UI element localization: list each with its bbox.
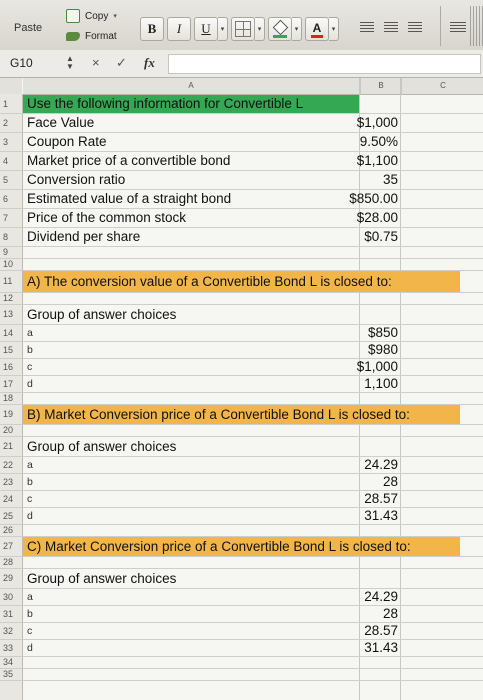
cell-b[interactable]: 24.29	[364, 457, 398, 472]
cell-b[interactable]: 28	[382, 474, 398, 489]
cell-b[interactable]: $1,000	[356, 115, 398, 130]
row-number[interactable]: 35	[3, 669, 14, 679]
name-box[interactable]: G10	[10, 56, 33, 70]
cell-a[interactable]: c	[27, 625, 33, 637]
cell-a[interactable]: Face Value	[27, 115, 95, 130]
sheet-row	[0, 114, 483, 133]
row-number[interactable]: 7	[3, 213, 9, 223]
sheet-row	[0, 425, 483, 437]
row-number[interactable]: 1	[3, 99, 9, 109]
cell-a[interactable]: c	[27, 361, 33, 373]
cell-b[interactable]: 35	[382, 172, 398, 187]
format-label: Format	[85, 31, 117, 42]
sheet-row	[0, 623, 483, 640]
toolbar-divider	[440, 6, 441, 46]
fill-bucket-icon	[273, 22, 287, 36]
font-color-button[interactable]	[305, 17, 329, 41]
cell-a[interactable]: d	[27, 510, 33, 522]
fill-color-button[interactable]	[268, 17, 292, 41]
cell-a[interactable]: a	[27, 591, 33, 603]
cell-b[interactable]: $1,000	[356, 359, 398, 374]
cell-a[interactable]: d	[27, 642, 33, 654]
row-number[interactable]: 15	[3, 345, 14, 355]
sheet-row	[0, 640, 483, 657]
font-color-dropdown[interactable]: ▾	[329, 17, 339, 41]
sheet-row	[0, 525, 483, 537]
cell-b[interactable]: 1,100	[364, 376, 398, 391]
format-painter-icon	[66, 32, 80, 41]
sheet-row	[0, 305, 483, 325]
row-number[interactable]: 12	[3, 293, 14, 303]
chevron-down-icon[interactable]: ▾	[113, 13, 117, 20]
copy-button[interactable]	[66, 9, 117, 23]
sheet-row	[0, 376, 483, 393]
cell-a[interactable]: Use the following information for Convertible L	[27, 96, 304, 111]
row-number[interactable]: 21	[3, 441, 14, 451]
italic-button[interactable]: I	[167, 17, 191, 41]
formula-input[interactable]	[168, 54, 481, 74]
sheet-row	[0, 393, 483, 405]
cell-a[interactable]: a	[27, 459, 33, 471]
align-center-icon[interactable]	[384, 22, 398, 34]
column-header-a[interactable]: A	[23, 78, 359, 95]
cell-b[interactable]: $28.00	[356, 210, 398, 225]
cell-a[interactable]: Group of answer choices	[27, 571, 177, 586]
sheet-row	[0, 247, 483, 259]
font-format-group	[140, 17, 339, 41]
row-number[interactable]: 29	[3, 573, 14, 583]
row-number[interactable]: 9	[3, 247, 9, 257]
row-number[interactable]: 10	[3, 259, 14, 269]
insert-function-button[interactable]: fx	[144, 55, 155, 70]
row-number[interactable]: 11	[3, 276, 13, 286]
copy-label: Copy	[85, 10, 109, 22]
cell-b[interactable]: 9.50%	[359, 134, 398, 149]
row-number[interactable]: 27	[3, 541, 14, 551]
formula-bar	[0, 50, 483, 78]
sheet-row	[0, 657, 483, 669]
sheet-row	[0, 259, 483, 271]
cell-a[interactable]: A) The conversion value of a Convertible Bond L is closed to:	[27, 274, 392, 289]
sheet-row	[0, 342, 483, 359]
ribbon-toolbar	[0, 0, 483, 51]
cell-a[interactable]: b	[27, 476, 33, 488]
sheet-row	[0, 359, 483, 376]
sheet-row	[0, 491, 483, 508]
copy-icon	[66, 9, 80, 23]
cell-a[interactable]: Group of answer choices	[27, 439, 177, 454]
cell-a[interactable]: a	[27, 327, 33, 339]
fill-color-dropdown[interactable]: ▾	[292, 17, 302, 41]
sheet-row	[0, 133, 483, 152]
sheet-row	[0, 557, 483, 569]
cell-a[interactable]: Coupon Rate	[27, 134, 107, 149]
sheet-row	[0, 669, 483, 681]
underline-dropdown[interactable]: ▾	[218, 17, 228, 41]
cell-a[interactable]: c	[27, 493, 33, 505]
sheet-row	[0, 325, 483, 342]
row-number[interactable]: 14	[3, 328, 14, 338]
sheet-row	[0, 152, 483, 171]
paste-button[interactable]: Paste	[14, 22, 43, 34]
row-number[interactable]: 33	[3, 643, 14, 653]
underline-button[interactable]: U	[194, 17, 218, 41]
select-all-corner[interactable]	[0, 78, 22, 95]
row-number[interactable]: 19	[3, 409, 14, 419]
cell-a[interactable]: C) Market Conversion price of a Convertible Bond L is closed to:	[27, 539, 411, 554]
cell-b[interactable]: $850.00	[349, 191, 398, 206]
row-number[interactable]: 5	[3, 175, 9, 185]
cancel-icon[interactable]: ×	[92, 55, 100, 70]
row-number[interactable]: 6	[3, 194, 9, 204]
cell-a[interactable]: Price of the common stock	[27, 210, 187, 225]
format-painter-button[interactable]	[66, 31, 117, 42]
sheet-row	[0, 405, 483, 425]
cell-b[interactable]: 28	[382, 606, 398, 621]
row-number[interactable]: 4	[3, 156, 9, 166]
spreadsheet-grid	[0, 78, 483, 700]
row-number[interactable]: 17	[3, 379, 14, 389]
cell-b[interactable]: $980	[367, 342, 398, 357]
cell-b[interactable]: 28.57	[364, 623, 398, 638]
row-number[interactable]: 18	[3, 393, 14, 403]
cell-a[interactable]: b	[27, 608, 33, 620]
row-number[interactable]: 25	[3, 511, 14, 521]
cell-a[interactable]: B) Market Conversion price of a Convertible Bond L is closed to:	[27, 407, 410, 422]
row-number[interactable]: 34	[3, 657, 14, 667]
row-number[interactable]: 2	[3, 118, 9, 128]
row-number[interactable]: 22	[3, 460, 14, 470]
sheet-row	[0, 569, 483, 589]
row-number[interactable]: 28	[3, 557, 14, 567]
cell-b[interactable]: $850	[367, 325, 398, 340]
borders-dropdown[interactable]: ▾	[255, 17, 265, 41]
sheet-row	[0, 437, 483, 457]
row-number[interactable]: 23	[3, 477, 14, 487]
align-right-icon[interactable]	[408, 22, 422, 34]
cell-a[interactable]: Group of answer choices	[27, 307, 177, 322]
sheet-row	[0, 171, 483, 190]
row-number[interactable]: 16	[3, 362, 14, 372]
cell-a[interactable]: Dividend per share	[27, 229, 141, 244]
borders-button[interactable]	[231, 17, 255, 41]
row-number[interactable]: 24	[3, 494, 14, 504]
cell-a[interactable]: Market price of a convertible bond	[27, 153, 231, 168]
cell-a[interactable]: Conversion ratio	[27, 172, 126, 187]
row-number[interactable]: 13	[3, 309, 14, 319]
row-number[interactable]: 8	[3, 232, 9, 242]
sheet-row	[0, 589, 483, 606]
cell-a[interactable]: d	[27, 378, 33, 390]
row-number[interactable]: 32	[3, 626, 14, 636]
row-number[interactable]: 30	[3, 592, 14, 602]
sheet-row	[0, 508, 483, 525]
borders-icon	[235, 21, 251, 37]
cell-b[interactable]: $1,100	[356, 153, 398, 168]
column-header-c[interactable]: C	[401, 78, 483, 95]
sheet-row	[0, 209, 483, 228]
sheet-row	[0, 293, 483, 305]
font-color-icon: A	[313, 21, 322, 38]
enter-icon[interactable]: ✓	[116, 55, 127, 70]
sheet-row	[0, 228, 483, 247]
name-box-stepper[interactable]: ▲ ▼	[66, 54, 74, 71]
wrap-text-icon[interactable]	[450, 22, 466, 34]
row-number[interactable]: 3	[3, 137, 9, 147]
sheet-row	[0, 474, 483, 491]
align-left-icon[interactable]	[360, 22, 374, 34]
cell-b[interactable]: 31.43	[364, 508, 398, 523]
row-number[interactable]: 31	[3, 609, 14, 619]
cell-a[interactable]: Estimated value of a straight bond	[27, 191, 232, 206]
sheet-row	[0, 190, 483, 209]
sheet-row	[0, 271, 483, 293]
cell-a[interactable]: b	[27, 344, 33, 356]
sheet-row	[0, 606, 483, 623]
toolbar-overflow	[470, 6, 483, 46]
sheet-row	[0, 95, 483, 114]
sheet-row	[0, 537, 483, 557]
cell-b[interactable]: 31.43	[364, 640, 398, 655]
row-number[interactable]: 20	[3, 425, 14, 435]
cell-b[interactable]: $0.75	[364, 229, 398, 244]
row-number[interactable]: 26	[3, 525, 14, 535]
alignment-group	[360, 22, 422, 34]
cell-b[interactable]: 28.57	[364, 491, 398, 506]
sheet-row	[0, 457, 483, 474]
bold-button[interactable]: B	[140, 17, 164, 41]
cell-b[interactable]: 24.29	[364, 589, 398, 604]
column-header-b[interactable]: B	[360, 78, 401, 95]
